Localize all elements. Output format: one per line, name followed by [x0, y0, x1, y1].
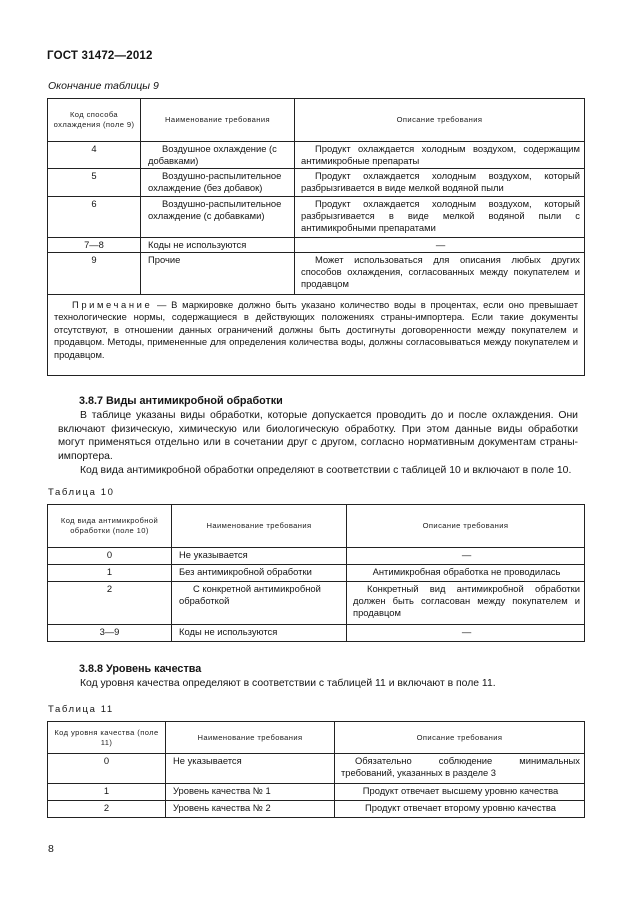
row-name: Коды не используются — [141, 238, 295, 253]
table10-caption: Таблица 10 — [48, 487, 115, 498]
row-name: Уровень качества № 1 — [166, 784, 335, 801]
row-name: Без антимикробной обработки — [172, 565, 347, 582]
row-name: Воздушно-распылительное охлаждение (без добавок) — [141, 169, 295, 197]
section-387-text — [58, 409, 578, 478]
row-desc: Обязательно соблюдение минимальных требований, указанных в разделе 3 — [335, 754, 585, 784]
header-desc: Описание требования — [335, 722, 585, 754]
table9-note — [48, 295, 585, 376]
standard-header: ГОСТ 31472—2012 — [47, 50, 153, 62]
section-388-title: 3.8.8 Уровень качества — [79, 663, 202, 675]
row-code: 4 — [48, 142, 141, 169]
header-code: Код уровня качества (поле 11) — [48, 722, 166, 754]
table-row — [48, 142, 585, 169]
row-name: С конкретной антимикробной обработкой — [172, 582, 347, 625]
row-name: Воздушно-распылительное охлаждение (с добавками) — [141, 197, 295, 238]
row-desc: Продукт охлаждается холодным воздухом, содержащим антимикробные препараты — [295, 142, 585, 169]
row-code: 2 — [48, 801, 166, 818]
table11 — [47, 721, 585, 818]
section-387-title: 3.8.7 Виды антимикробной обработки — [79, 395, 283, 407]
row-desc: Может использоваться для описания любых других способов охлаждения, согласованных между покупателем и продавцом — [295, 253, 585, 295]
row-code: 7—8 — [48, 238, 141, 253]
row-name: Уровень качества № 2 — [166, 801, 335, 818]
header-code: Код способа охлаждения (поле 9) — [48, 99, 141, 142]
table-row — [48, 625, 585, 642]
row-name: Не указывается — [172, 548, 347, 565]
table-row — [48, 548, 585, 565]
row-code: 1 — [48, 784, 166, 801]
table-row — [48, 197, 585, 238]
section-388-paragraph-1: Код уровня качества определяют в соответствии с таблицей 11 и включают в поле 11. — [80, 678, 496, 689]
row-name: Не указывается — [166, 754, 335, 784]
row-code: 6 — [48, 197, 141, 238]
row-desc: — — [295, 238, 585, 253]
table-row — [48, 565, 585, 582]
table-row — [48, 784, 585, 801]
table-header-row — [48, 722, 585, 754]
row-desc: Конкретный вид антимикробной обработки должен быть согласован между покупателем и продавцом — [347, 582, 585, 625]
note-label: Примечание — [72, 299, 153, 310]
row-desc: — — [347, 548, 585, 565]
row-desc: Антимикробная обработка не проводилась — [347, 565, 585, 582]
row-desc: — — [347, 625, 585, 642]
row-desc: Продукт отвечает второму уровню качества — [335, 801, 585, 818]
row-code: 0 — [48, 754, 166, 784]
header-name: Наименование требования — [172, 505, 347, 548]
table-header-row — [48, 505, 585, 548]
header-code: Код вида антимикробной обработки (поле 10) — [48, 505, 172, 548]
table-row — [48, 238, 585, 253]
table-row — [48, 754, 585, 784]
row-name: Прочие — [141, 253, 295, 295]
header-desc: Описание требования — [347, 505, 585, 548]
row-code: 5 — [48, 169, 141, 197]
row-code: 3—9 — [48, 625, 172, 642]
section-388-text — [58, 677, 578, 691]
row-name: Коды не используются — [172, 625, 347, 642]
row-code: 2 — [48, 582, 172, 625]
table-row — [48, 253, 585, 295]
row-code: 9 — [48, 253, 141, 295]
section-387-paragraph-1: В таблице указаны виды обработки, которые допускается проводить до и после охлаждения. Они включают физическую, химическую или биологическую обработку. При этом данные виды обработки могут применяться отдельно или в сочетании друг с другом, согласно нормативным документам страны-импортера. — [58, 410, 578, 463]
table11-caption: Таблица 11 — [48, 704, 114, 715]
row-code: 1 — [48, 565, 172, 582]
table-row — [48, 169, 585, 197]
header-desc: Описание требования — [295, 99, 585, 142]
row-desc: Продукт охлаждается холодным воздухом, который разбрызгивается в виде мелкой водяной пыли — [295, 169, 585, 197]
table-note-row — [48, 295, 585, 376]
header-name: Наименование требования — [141, 99, 295, 142]
page-number: 8 — [48, 843, 54, 855]
note-text: — В маркировке должно быть указано количество воды в процентах, если оно превышает технологические нормы, содержащиеся в действующих положениях страны-импортера. Если такие документы отсутствуют, в отношении данных ограничений должны быть достигнуты договоренности между покупателем и продавцом. Методы, примененные для определения количества воды, должны согласовываться между покупателем и продавцом. — [54, 299, 579, 360]
table-row — [48, 801, 585, 818]
table9 — [47, 98, 585, 376]
table-header-row — [48, 99, 585, 142]
row-name: Воздушное охлаждение (с добавками) — [141, 142, 295, 169]
table9-caption: Окончание таблицы 9 — [48, 80, 159, 92]
table10 — [47, 504, 585, 642]
header-name: Наименование требования — [166, 722, 335, 754]
section-387-paragraph-2: Код вида антимикробной обработки определяют в соответствии с таблицей 10 и включают в поле 10. — [80, 464, 572, 476]
row-code: 0 — [48, 548, 172, 565]
row-desc: Продукт охлаждается холодным воздухом, который разбрызгивается в виде мелкой водяной пыли с антимикробными препаратами — [295, 197, 585, 238]
table-row — [48, 582, 585, 625]
row-desc: Продукт отвечает высшему уровню качества — [335, 784, 585, 801]
